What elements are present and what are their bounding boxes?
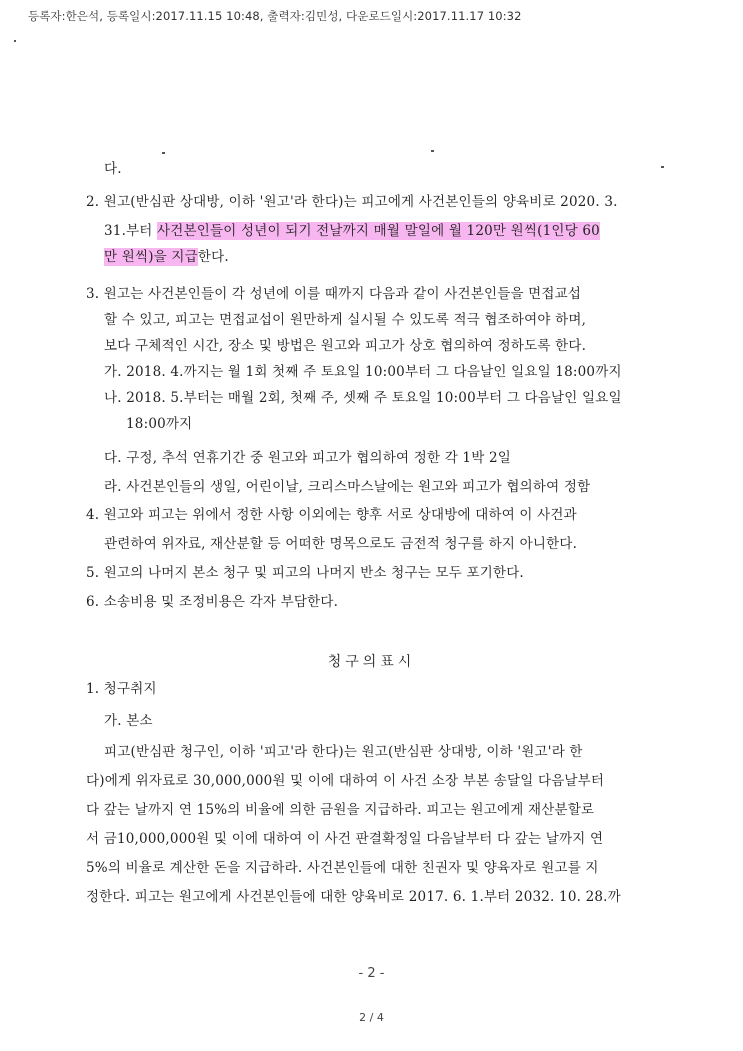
claim-heading: 1. 청구취지 [86,681,157,697]
claim-paragraph-line: 피고(반심판 청구인, 이하 '피고'라 한다)는 원고(반심판 상대방, 이하 '원고'라 한 [104,744,583,760]
item-3-sub-ga: 가. 2018. 4.까지는 월 1회 첫째 주 토요일 10:00부터 그 다음날인 일요일 18:00까지 [104,364,622,380]
item-3-sub-da: 다. 구정, 추석 연휴기간 중 원고와 피고가 협의하여 정한 각 1박 2일 [104,450,511,466]
item-3-sub-na-cont: 18:00까지 [126,416,193,432]
continuation-line: 다. [104,161,122,177]
highlighted-text: 사건본인들이 성년이 되기 전날까지 매월 말일에 월 120만 원씩(1인당 60 [157,223,600,239]
scan-speck [14,40,16,42]
highlighted-text: 만 원씩)을 지급 [104,249,198,265]
claim-paragraph-line: 다)에게 위자료로 30,000,000원 및 이에 대하여 이 사건 소장 부본 송달일 다음날부터 [86,773,605,789]
item-4-line-1: 4. 원고와 피고는 위에서 정한 사항 이외에는 향후 서로 상대방에 대하여 이 사건과 [86,507,577,523]
item-3-sub-ra: 라. 사건본인들의 생일, 어린이날, 크리스마스날에는 원고와 피고가 협의하여 정함 [104,479,591,495]
item-2-line-2 [104,222,600,240]
claim-paragraph-line: 정한다. 피고는 원고에게 사건본인들에 대한 양육비로 2017. 6. 1.부터 2032. 10. 28.까 [86,889,621,905]
item-3-line-1: 3. 원고는 사건본인들이 각 성년에 이를 때까지 다음과 같이 사건본인들을 면접교섭 [86,286,582,302]
item-3-sub-na: 나. 2018. 5.부터는 매월 2회, 첫째 주, 셋째 주 토요일 10:00부터 그 다음날인 일요일 [104,390,622,406]
scan-speck [661,166,664,168]
section-title: 청구의표시 [327,654,416,670]
item-4-line-2: 관련하여 위자료, 재산분할 등 어떠한 명목으로도 금전적 청구를 하지 아니한다. [104,536,578,552]
page-number: - 2 - [358,966,385,981]
item-2-line-3 [104,248,229,266]
scan-speck [431,150,434,152]
claim-paragraph-line: 다 갚는 날까지 연 15%의 비율에 의한 금원을 지급하라. 피고는 원고에게 재산분할로 [86,802,595,818]
document-header: 등록자:한은석, 등록일시:2017.11.15 10:48, 출력자:김민성, 다운로드일시:2017.11.17 10:32 [28,9,522,23]
item-2-text: 31.부터 [104,223,158,239]
item-2-text: 한다. [197,249,229,265]
item-2-line-1: 2. 원고(반심판 상대방, 이하 '원고'라 한다)는 피고에게 사건본인들의 양육비로 2020. 3. [86,194,618,210]
item-5: 5. 원고의 나머지 본소 청구 및 피고의 나머지 반소 청구는 모두 포기한다. [86,565,524,581]
item-3-line-2: 할 수 있고, 피고는 면접교섭이 원만하게 실시될 수 있도록 적극 협조하여야 하며, [104,312,587,328]
claim-paragraph-line: 5%의 비율로 계산한 돈을 지급하라. 사건본인들에 대한 친권자 및 양육자로 원고를 지 [86,860,599,876]
scan-speck [162,152,165,154]
claim-paragraph-line: 서 금10,000,000원 및 이에 대하여 이 사건 판결확정일 다음날부터 다 갚는 날까지 연 [86,831,604,847]
item-3-line-3: 보다 구체적인 시간, 장소 및 방법은 원고와 피고가 상호 협의하여 정하도록 한다. [104,338,587,354]
item-6: 6. 소송비용 및 조정비용은 각자 부담한다. [86,594,339,610]
page-of-total: 2 / 4 [359,1011,384,1024]
claim-subheading: 가. 본소 [104,713,153,729]
